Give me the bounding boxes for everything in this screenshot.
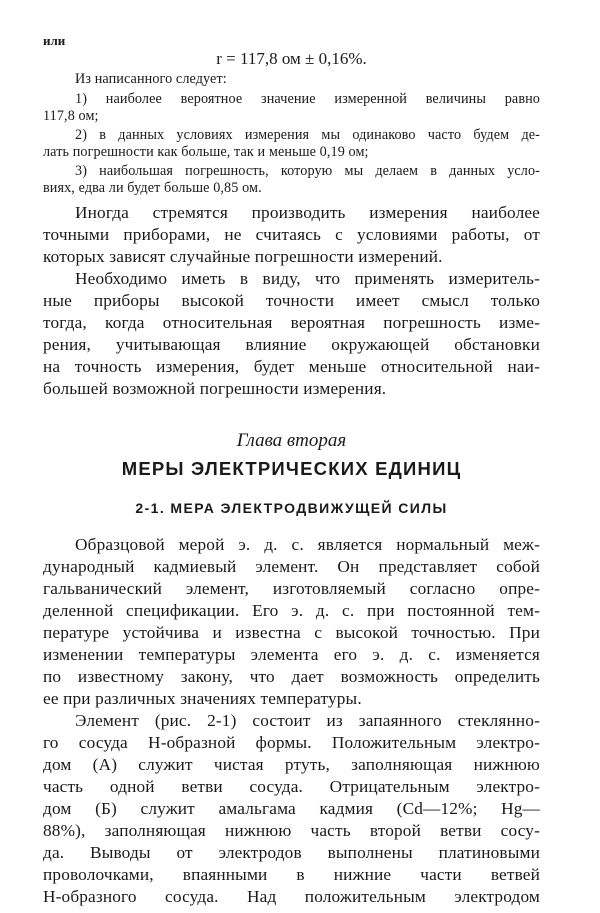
paragraph-3-line-1: Образцовой мерой э. д. с. является нормальный меж- <box>75 535 540 554</box>
paragraph-3-line-3: гальванический элемент, изготовляемый согласно опре- <box>43 579 540 598</box>
paragraph-1-line-3: которых зависят случайные погрешности измерений. <box>43 247 443 266</box>
paragraph-3-line-6: изменении температуры элемента его э. д. с. изменяется <box>43 645 540 664</box>
paragraph-3-line-4: деленной спецификации. Его э. д. с. при постоянной тем- <box>43 601 540 620</box>
paragraph-4-line-9: Н-образного сосуда. Над положительным электродом <box>43 887 540 906</box>
paragraph-4-line-3: дом (А) служит чистая ртуть, заполняющая нижнюю <box>43 755 540 774</box>
paragraph-2-line-3: тогда, когда относительная вероятная погрешность изме- <box>43 313 540 332</box>
paragraph-3-line-8: ее при различных значениях температуры. <box>43 689 362 708</box>
conclusion-2-line-2: лать погрешности как больше, так и меньше 0,19 ом; <box>43 144 369 160</box>
follows-heading: Из написанного следует: <box>75 71 227 87</box>
formula: r = 117,8 ом ± 0,16%. <box>216 49 367 68</box>
intro-word: или <box>43 33 66 48</box>
paragraph-4-line-5: дом (Б) служит амальгама кадмия (Cd—12%; Hg— <box>43 799 540 818</box>
text-column <box>43 0 540 913</box>
section-title: 2-1. МЕРА ЭЛЕКТРОДВИЖУЩЕЙ СИЛЫ <box>135 500 448 516</box>
paragraph-4-line-4: часть одной ветви сосуда. Отрицательным электро- <box>43 777 540 796</box>
paragraph-2-line-1: Необходимо иметь в виду, что применять измеритель- <box>75 269 540 288</box>
paragraph-1-line-1: Иногда стремятся производить измерения наиболее <box>75 203 540 222</box>
chapter-title: МЕРЫ ЭЛЕКТРИЧЕСКИХ ЕДИНИЦ <box>121 458 462 479</box>
paragraph-2-line-6: большей возможной погрешности измерения. <box>43 379 387 398</box>
conclusion-3-line-1: 3) наибольшая погрешность, которую мы делаем в данных усло- <box>75 163 540 179</box>
paragraph-4-line-1: Элемент (рис. 2-1) состоит из запаянного стеклянно- <box>75 711 540 730</box>
paragraph-4-line-8: проволочками, впаянными в нижние части ветвей <box>43 865 540 884</box>
paragraph-4-line-7: да. Выводы от электродов выполнены платиновыми <box>43 843 540 862</box>
paragraph-4-line-6: 88%), заполняющая нижнюю часть второй ветви сосу- <box>43 821 540 840</box>
paragraph-3-line-5: пературе устойчива и известна с высокой точностью. При <box>43 623 540 642</box>
conclusion-3-line-2: виях, едва ли будет больше 0,85 ом. <box>43 180 262 196</box>
conclusion-1-line-1: 1) наиболее вероятное значение измеренной величины равно <box>75 91 540 107</box>
conclusion-2-line-1: 2) в данных условиях измерения мы одинаково часто будем де- <box>75 127 540 143</box>
paragraph-3-line-2: дународный кадмиевый элемент. Он представляет собой <box>43 557 540 576</box>
paragraph-4-line-2: го сосуда Н-образной формы. Положительным электро- <box>43 733 540 752</box>
chapter-label: Глава вторая <box>236 430 347 451</box>
paragraph-2-line-4: рения, учитывающая влияние окружающей обстановки <box>43 335 540 354</box>
paragraph-3-line-7: по известному закону, что дает возможность определить <box>43 667 540 686</box>
conclusion-1-line-2: 117,8 ом; <box>43 108 99 124</box>
paragraph-2-line-2: ные приборы высокой точности имеет смысл только <box>43 291 540 310</box>
paragraph-2-line-5: на точность измерения, будет меньше относительной наи- <box>43 357 540 376</box>
paragraph-1-line-2: точными приборами, не считаясь с условиями работы, от <box>43 225 540 244</box>
